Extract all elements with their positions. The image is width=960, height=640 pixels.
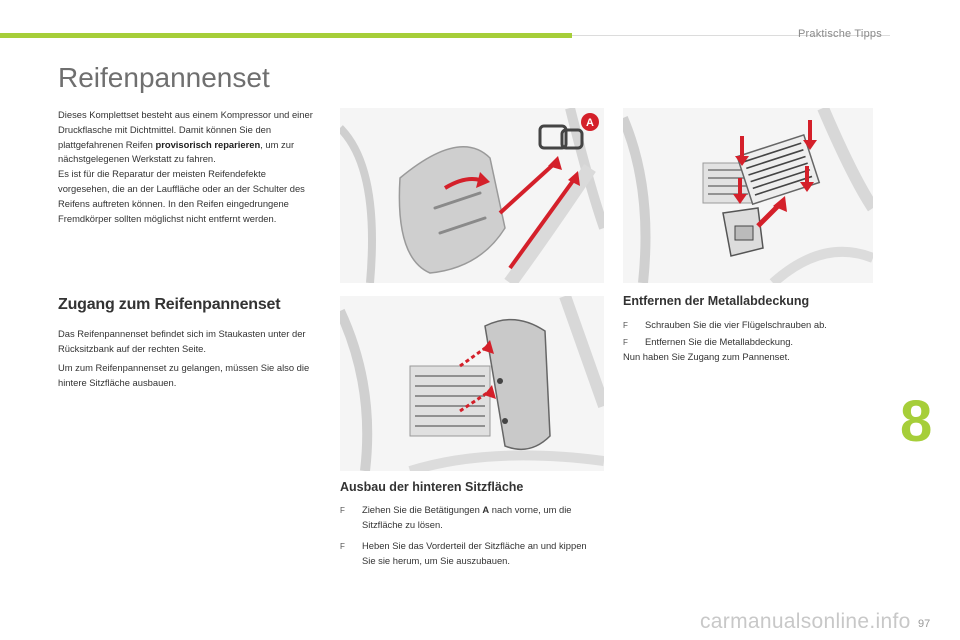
ausbau-step-1-pre: Ziehen Sie die Betätigungen bbox=[362, 504, 483, 515]
intro-text-1: Dieses Komplettset besteht aus einem Kompressor und einer Druckflasche mit Dichtmittel. Damit können Sie den plattgefahrenen Reifen bbox=[58, 109, 313, 150]
figure-metal-cover bbox=[623, 108, 873, 283]
entfernen-steps bbox=[623, 318, 883, 351]
entfernen-step-2-text: Entfernen Sie die Metallabdeckung. bbox=[645, 335, 794, 347]
step-bullet: F bbox=[340, 542, 345, 551]
zugang-p1: Das Reifenpannenset befindet sich im Staukasten unter der Rücksitzbank auf der rechten Seite. bbox=[58, 328, 306, 354]
figure-seat-tilt bbox=[340, 296, 604, 471]
step-bullet: F bbox=[623, 337, 628, 347]
step-bullet: F bbox=[623, 321, 628, 330]
intro-paragraph bbox=[58, 108, 320, 226]
metal-cover-illustration bbox=[623, 108, 873, 283]
ausbau-step-1 bbox=[340, 503, 590, 532]
zugang-p2: Um zum Reifenpannenset zu gelangen, müssen Sie also die hintere Sitzfläche ausbauen. bbox=[58, 362, 310, 388]
step-bullet: F bbox=[340, 506, 345, 515]
entfernen-step-1 bbox=[623, 318, 883, 334]
intro-bold: provisorisch reparieren bbox=[155, 138, 261, 150]
ausbau-step-1-post: nach vorne, um die Sitzfläche zu lösen. bbox=[362, 504, 572, 530]
zugang-text bbox=[58, 326, 320, 394]
entfernen-note: Nun haben Sie Zugang zum Pannenset. bbox=[623, 351, 790, 362]
page-number: 97 bbox=[918, 618, 931, 630]
seat-release-illustration bbox=[340, 108, 604, 283]
ausbau-step-1-text bbox=[362, 503, 590, 532]
seat-tilt-illustration bbox=[340, 296, 604, 471]
heading-entfernen: Entfernen der Metallabdeckung bbox=[623, 294, 810, 308]
figure-seat-release bbox=[340, 108, 604, 283]
intro-text-3: Es ist für die Reparatur der meisten Reifendefekte vorgesehen, die an der Lauffläche oder an der Schulter des Reifens auftreten können. In den Reifen eingedrungene Fremdkörper sollten möglichst nicht entfernt werden. bbox=[58, 168, 305, 224]
page-title: Reifenpannenset bbox=[58, 62, 270, 93]
entfernen-step-1-text: Schrauben Sie die vier Flügelschrauben ab. bbox=[645, 319, 827, 330]
header-accent-bar bbox=[0, 33, 572, 38]
ausbau-step-2 bbox=[340, 539, 590, 568]
heading-zugang: Zugang zum Reifenpannenset bbox=[58, 296, 281, 313]
handle-marker-a: A bbox=[586, 117, 594, 129]
ausbau-step-2-text: Heben Sie das Vorderteil der Sitzfläche an und kippen Sie sie herum, um Sie auszubauen. bbox=[362, 540, 587, 566]
ausbau-steps bbox=[340, 503, 590, 575]
section-label: Praktische Tipps bbox=[798, 28, 882, 40]
ausbau-step-1-bold: A bbox=[482, 504, 490, 515]
entfernen-step-2 bbox=[623, 335, 883, 351]
intro-text-2: , um zur nächstgelegenen Werkstatt zu fahren. bbox=[58, 138, 295, 165]
chapter-number: 8 bbox=[900, 389, 933, 454]
heading-ausbau: Ausbau der hinteren Sitzfläche bbox=[340, 480, 524, 494]
watermark: carmanualsonline.info bbox=[700, 610, 911, 633]
